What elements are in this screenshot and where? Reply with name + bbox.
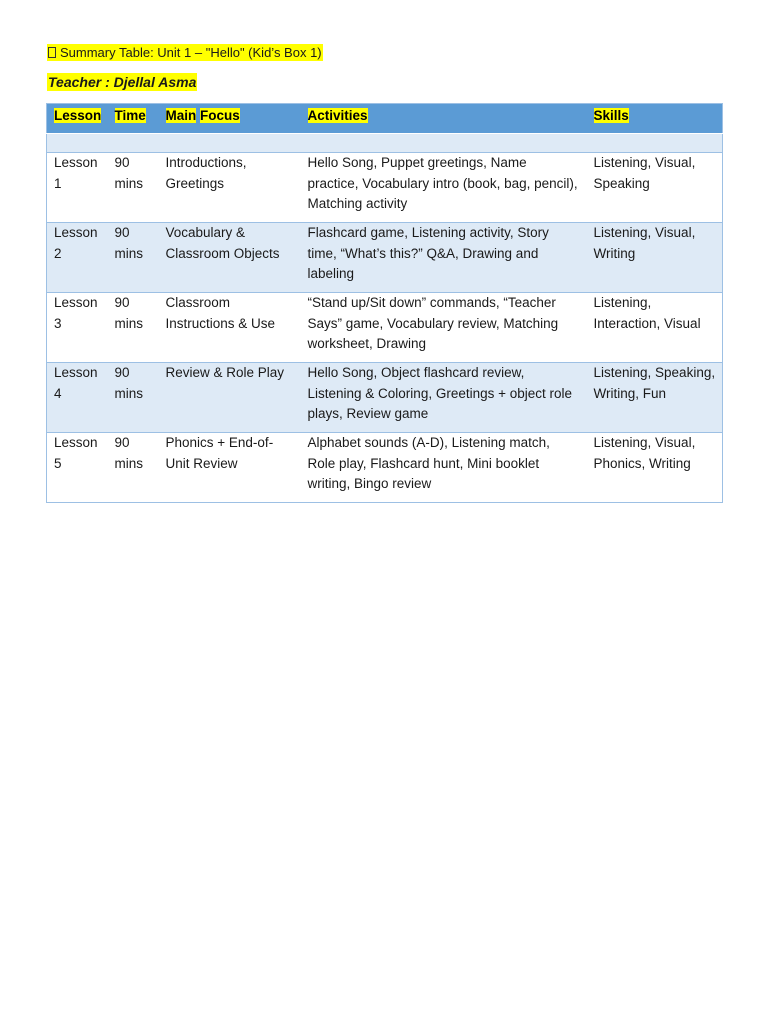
cell-skills: Listening, Visual, Speaking: [587, 153, 723, 223]
cell-focus: Classroom Instructions & Use: [159, 293, 301, 363]
cell-time: 90 mins: [108, 223, 159, 293]
cell-time: 90 mins: [108, 293, 159, 363]
table-row: [47, 293, 723, 363]
cell-skills: Listening, Visual, Phonics, Writing: [587, 433, 723, 503]
table-header-row: [47, 104, 723, 134]
missing-glyph-icon: [48, 47, 56, 58]
cell-activities: “Stand up/Sit down” commands, “Teacher Says” game, Vocabulary review, Matching worksheet, Drawing: [301, 293, 587, 363]
cell-focus: Phonics + End-of-Unit Review: [159, 433, 301, 503]
cell-focus: Introductions, Greetings: [159, 153, 301, 223]
table-row: [47, 433, 723, 503]
document-title-text: Summary Table: Unit 1 – "Hello" (Kid’s Box 1): [60, 45, 322, 60]
table-header-spacer: [47, 134, 723, 153]
cell-time: 90 mins: [108, 363, 159, 433]
cell-time: 90 mins: [108, 153, 159, 223]
cell-skills: Listening, Interaction, Visual: [587, 293, 723, 363]
cell-activities: Flashcard game, Listening activity, Story time, “What’s this?” Q&A, Drawing and labeling: [301, 223, 587, 293]
cell-focus: Vocabulary & Classroom Objects: [159, 223, 301, 293]
cell-lesson: Lesson 2: [47, 223, 108, 293]
table-row: [47, 363, 723, 433]
cell-skills: Listening, Speaking, Writing, Fun: [587, 363, 723, 433]
cell-skills: Listening, Visual, Writing: [587, 223, 723, 293]
cell-focus: Review & Role Play: [159, 363, 301, 433]
cell-lesson: Lesson 4: [47, 363, 108, 433]
header-skills: Skills: [587, 104, 723, 134]
cell-activities: Alphabet sounds (A-D), Listening match, Role play, Flashcard hunt, Mini booklet writing, Bingo review: [301, 433, 587, 503]
cell-activities: Hello Song, Object flashcard review, Listening & Coloring, Greetings + object role plays, Review game: [301, 363, 587, 433]
cell-lesson: Lesson 1: [47, 153, 108, 223]
cell-time: 90 mins: [108, 433, 159, 503]
header-activities: Activities: [301, 104, 587, 134]
document-title: [47, 44, 323, 61]
cell-lesson: Lesson 5: [47, 433, 108, 503]
table-row: [47, 153, 723, 223]
header-main-focus: Main Focus: [159, 104, 301, 134]
table-row: [47, 223, 723, 293]
header-lesson: Lesson: [47, 104, 108, 134]
teacher-name: Teacher : Djellal Asma: [48, 74, 197, 90]
lesson-summary-table: [46, 103, 723, 503]
header-time: Time: [108, 104, 159, 134]
cell-activities: Hello Song, Puppet greetings, Name practice, Vocabulary intro (book, bag, pencil), Matching activity: [301, 153, 587, 223]
cell-lesson: Lesson 3: [47, 293, 108, 363]
